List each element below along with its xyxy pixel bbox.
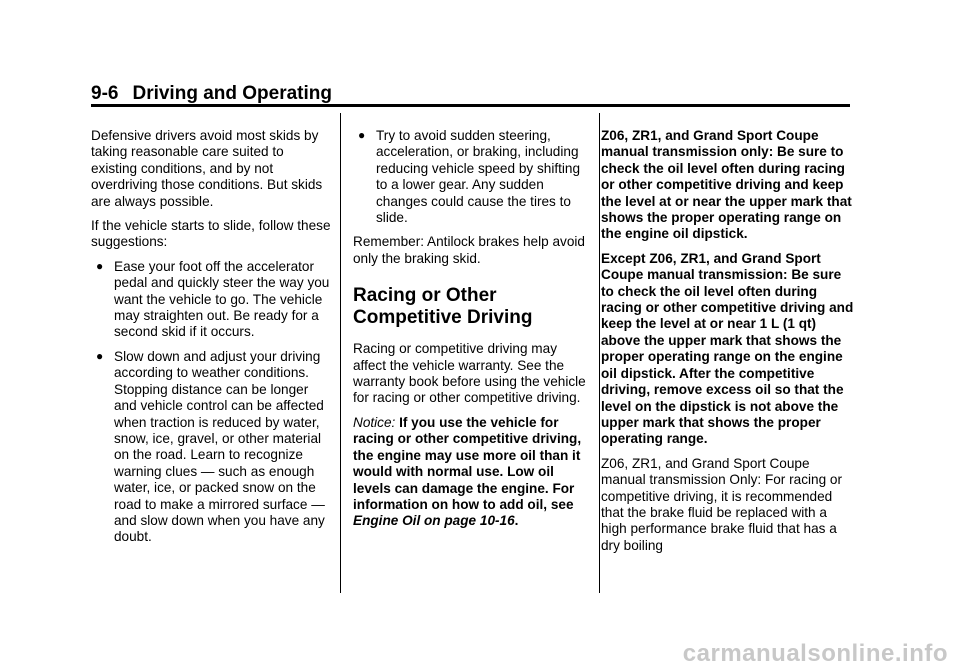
paragraph-racing: Racing or competitive driving may affect the vehicle warranty. See the warranty book before using the vehicle for racing or other competitive driving. bbox=[353, 341, 586, 406]
column-2 bbox=[353, 128, 593, 538]
engine-oil-reference-link[interactable]: Engine Oil on page 10-16 bbox=[353, 513, 515, 529]
paragraph-defensive: Defensive drivers avoid most skids by taking reasonable care suited to existing conditions, and by not overdriving those conditions. But skids are always possible. bbox=[91, 128, 323, 209]
suggestion-list bbox=[91, 259, 331, 546]
paragraph-except-z06: Except Z06, ZR1, and Grand Sport Coupe manual transmission: Be sure to check the oil level often during racing or other competitive driving and keep the level at or near 1 L (1 qt) above the upper mark that shows the proper operating range on the engine oil dipstick. After the competitive driving, remove excess oil so that the level on the dipstick is not above the upper mark that shows the proper operating range. bbox=[601, 250, 854, 447]
paragraph-remember: Remember: Antilock brakes help avoid only the braking skid. bbox=[353, 234, 585, 266]
list-item bbox=[91, 259, 331, 341]
column-divider-1 bbox=[340, 113, 341, 593]
bullet-icon: ● bbox=[358, 128, 366, 142]
paragraph-brake-fluid: Z06, ZR1, and Grand Sport Coupe manual transmission Only: For racing or competitive driving, it is recommended that the brake fluid be replaced with a high performance brake fluid that has a dry boiling bbox=[601, 455, 842, 553]
notice-end: . bbox=[514, 513, 519, 529]
page-title bbox=[91, 82, 850, 106]
watermark: carmanualsonline.info bbox=[682, 640, 948, 667]
column-1 bbox=[91, 128, 331, 554]
bullet-text-avoid-sudden: Try to avoid sudden steering, acceleration, or braking, including reducing vehicle speed by shifting to a lower gear. Any sudden changes could cause the tires to slide. bbox=[376, 128, 581, 226]
page-header bbox=[91, 82, 850, 106]
bullet-icon: ● bbox=[96, 258, 104, 273]
bullet-text-slow-down: Slow down and adjust your driving according to weather conditions. Stopping distance can be longer and vehicle control can be affected when traction is reduced by water, snow, ice, gravel, or other material on the road. Learn to recognize warning clues — such as enough water, ice, or packed snow on the road to make a mirrored surface — and slow down when you have any doubt. bbox=[114, 348, 325, 545]
bullet-icon: ● bbox=[96, 348, 104, 363]
page-number: 9-6 bbox=[91, 83, 119, 104]
bullet-text-ease-foot: Ease your foot off the accelerator pedal and quickly steer the way you want the vehicle to go. The vehicle may straighten out. Be ready for a second skid if it occurs. bbox=[114, 258, 330, 340]
paragraph-z06-oil: Z06, ZR1, and Grand Sport Coupe manual transmission only: Be sure to check the oil level often during racing or other competitive driving and keep the level at or near the upper mark that shows the proper operating range on the engine oil dipstick. bbox=[601, 128, 852, 242]
header-rule bbox=[91, 104, 850, 107]
section-title-header: Driving and Operating bbox=[132, 83, 332, 104]
notice-label: Notice: bbox=[353, 414, 396, 430]
notice-text: If you use the vehicle for racing or other competitive driving, the engine may use more oil than it would with normal use. Low oil levels can damage the engine. For information on how to add oil, see bbox=[353, 414, 582, 512]
list-item bbox=[91, 349, 331, 546]
column-3 bbox=[601, 128, 856, 562]
suggestion-list-continued bbox=[353, 128, 593, 226]
notice-block bbox=[353, 415, 593, 530]
list-item bbox=[353, 128, 593, 226]
section-heading-racing: Racing or Other Competitive Driving bbox=[353, 285, 533, 329]
paragraph-slide: If the vehicle starts to slide, follow these suggestions: bbox=[91, 218, 331, 250]
column-divider-2 bbox=[599, 113, 600, 593]
